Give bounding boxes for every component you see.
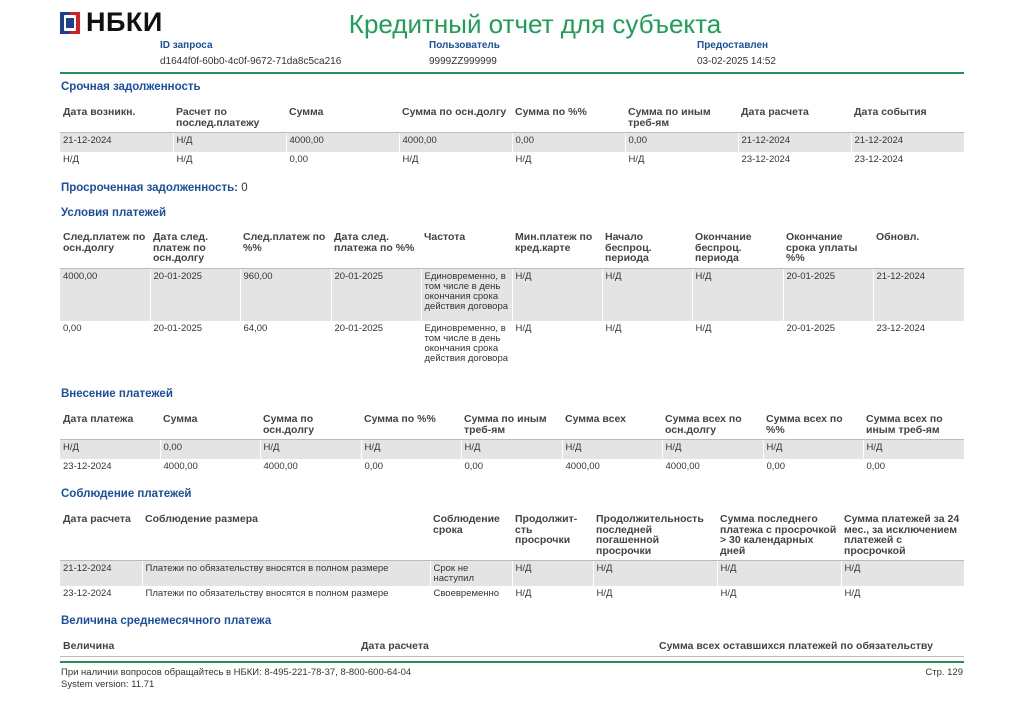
- table-header-row: [60, 511, 964, 561]
- header-divider: [60, 72, 964, 74]
- column-header: Величина: [60, 638, 358, 656]
- column-header: Сумма по иным треб-ям: [625, 104, 738, 133]
- table-cell: 23-12-2024: [63, 460, 112, 472]
- table-cell: 0,00: [625, 133, 738, 152]
- column-header: Дата след. платеж по осн.долгу: [150, 229, 240, 268]
- table-header-row: [60, 411, 964, 440]
- table-cell: 23-12-2024: [738, 152, 851, 171]
- table-cell: 4000,00: [260, 459, 361, 478]
- table-cell: Н/Д: [60, 440, 160, 459]
- column-header: Продолжит-сть просрочки: [512, 511, 593, 561]
- column-header: Сумма всех по иным треб-ям: [863, 411, 964, 440]
- table-cell: Единовременно, в том числе в день окончания срока действия договора: [421, 268, 512, 321]
- column-header: Сумма всех по осн.долгу: [662, 411, 763, 440]
- page-title: Кредитный отчет для субъекта: [348, 9, 722, 39]
- table-cell: Н/Д: [361, 440, 461, 459]
- column-header: Расчет по послед.платежу: [173, 104, 286, 133]
- table-cell: Н/Д: [602, 321, 692, 374]
- column-header: Мин.платеж по кред.карте: [512, 229, 602, 268]
- table-cell: Н/Д: [593, 586, 717, 605]
- table-cell: Н/Д: [692, 321, 783, 374]
- payment-terms-table: [60, 229, 964, 374]
- table-row: [60, 459, 964, 478]
- user-block: [429, 40, 500, 67]
- provided-value: 03-02-2025 14:52: [697, 56, 776, 67]
- table-header-row: [60, 104, 964, 133]
- footer-contact: При наличии вопросов обращайтесь в НБКИ: 8-495-221-78-37, 8-800-600-64-04: [61, 667, 412, 678]
- column-header: Сумма по %%: [361, 411, 461, 440]
- table-cell: Н/Д: [717, 561, 841, 586]
- table-cell: Н/Д: [593, 561, 717, 586]
- request-id-block: [160, 40, 341, 67]
- column-header: Сумма по %%: [512, 104, 625, 133]
- table-cell: 20-01-2025: [331, 321, 421, 374]
- overdue-debt-title: Просроченная задолженность:: [61, 182, 238, 194]
- column-header: Соблюдение срока: [430, 511, 512, 561]
- column-header: Дата расчета: [358, 638, 656, 656]
- table-cell: 960,00: [240, 268, 331, 321]
- table-cell: Платежи по обязательству вносятся в полном размере: [142, 586, 430, 605]
- table-cell: Н/Д: [562, 440, 662, 459]
- table-header-row: [60, 638, 964, 656]
- urgent-debt-table: [60, 104, 964, 171]
- table-cell: 23-12-2024: [63, 587, 112, 599]
- column-header: Окончание срока уплаты %%: [783, 229, 873, 268]
- page-number: Стр. 129: [925, 667, 963, 678]
- table-cell: 20-01-2025: [150, 268, 240, 321]
- table-cell: Н/Д: [625, 152, 738, 171]
- table-cell: 23-12-2024: [873, 321, 964, 374]
- avg-payment-table: [60, 638, 964, 657]
- table-cell: 4000,00: [399, 133, 512, 152]
- column-header: Дата расчета: [60, 511, 142, 561]
- table-cell: 4000,00: [160, 459, 260, 478]
- user-value: 9999ZZ999999: [429, 56, 497, 67]
- table-cell: Н/Д: [662, 440, 763, 459]
- table-cell: 4000,00: [662, 459, 763, 478]
- column-header: Сумма по осн.долгу: [260, 411, 361, 440]
- user-label: Пользователь: [429, 40, 500, 51]
- table-cell: Н/Д: [260, 440, 361, 459]
- footer-version: System version: 11.71: [61, 679, 155, 690]
- column-header: Дата расчета: [738, 104, 851, 133]
- column-header: Сумма всех оставшихся платежей по обязательству: [656, 638, 964, 656]
- column-header: Продолжительность последней погашенной просрочки: [593, 511, 717, 561]
- column-header: Сумма: [160, 411, 260, 440]
- table-cell: Н/Д: [399, 152, 512, 171]
- table-cell: Н/Д: [173, 133, 286, 152]
- table-cell: 4000,00: [562, 459, 662, 478]
- table-row: [60, 561, 964, 586]
- table-cell: 0,00: [361, 459, 461, 478]
- table-cell: 23-12-2024: [851, 152, 964, 171]
- column-header: Частота: [421, 229, 512, 268]
- table-cell: 21-12-2024: [60, 561, 142, 586]
- request-id-value: d1644f0f-60b0-4c0f-9672-71da8c5ca216: [160, 56, 342, 67]
- table-cell: 0,00: [461, 459, 562, 478]
- provided-label: Предоставлен: [697, 40, 769, 51]
- column-header: След.платеж по осн.долгу: [60, 229, 150, 268]
- table-cell: 4000,00: [60, 268, 150, 321]
- column-header: Сумма платежей за 24 мес., за исключением платежей с просрочкой: [841, 511, 964, 561]
- logo-text: НБКИ: [86, 7, 163, 37]
- request-id-label: ID запроса: [160, 40, 213, 51]
- table-cell: Н/Д: [863, 440, 964, 459]
- column-header: Сумма: [286, 104, 399, 133]
- table-cell: Н/Д: [173, 152, 286, 171]
- table-row: [60, 268, 964, 321]
- table-cell: Своевременно: [430, 586, 512, 605]
- table-cell: Срок не наступил: [430, 561, 512, 586]
- table-cell: 20-01-2025: [150, 321, 240, 374]
- table-cell: Единовременно, в том числе в день окончания срока действия договора: [421, 321, 512, 374]
- table-row: [60, 586, 964, 605]
- overdue-debt-line: [61, 182, 248, 194]
- table-cell: Н/Д: [512, 321, 602, 374]
- payments-made-title: Внесение платежей: [61, 388, 173, 400]
- table-cell: 0,00: [863, 459, 964, 478]
- table-row: [60, 321, 964, 374]
- column-header: Сумма по иным треб-ям: [461, 411, 562, 440]
- column-header: Обновл.: [873, 229, 964, 268]
- nbki-logo: [60, 7, 163, 38]
- table-row: [60, 440, 964, 459]
- avg-payment-title: Величина среднемесячного платежа: [61, 615, 272, 627]
- table-cell: Н/Д: [63, 153, 79, 165]
- table-cell: 64,00: [240, 321, 331, 374]
- table-cell: 20-01-2025: [783, 268, 873, 321]
- table-row: [60, 133, 964, 152]
- table-cell: 0,00: [286, 152, 399, 171]
- table-cell: 0,00: [63, 323, 82, 334]
- table-cell: Н/Д: [512, 586, 593, 605]
- table-cell: Н/Д: [717, 586, 841, 605]
- footer-divider: [60, 661, 964, 663]
- column-header: Начало беспроц. периода: [602, 229, 692, 268]
- table-cell: 4000,00: [286, 133, 399, 152]
- table-cell: Н/Д: [692, 268, 783, 321]
- table-cell: Н/Д: [512, 152, 625, 171]
- table-row: [60, 152, 964, 171]
- provided-block: [697, 40, 776, 67]
- table-cell: 21-12-2024: [738, 133, 851, 152]
- column-header: Окончание беспроц. периода: [692, 229, 783, 268]
- table-cell: Н/Д: [763, 440, 863, 459]
- column-header: Дата возникн.: [60, 104, 173, 133]
- column-header: След.платеж по %%: [240, 229, 331, 268]
- table-cell: 0,00: [512, 133, 625, 152]
- column-header: Дата события: [851, 104, 964, 133]
- payments-made-table: [60, 411, 964, 478]
- column-header: Сумма последнего платежа с просрочкой > 30 календарных дней: [717, 511, 841, 561]
- table-cell: 21-12-2024: [60, 133, 173, 152]
- overdue-debt-count: 0: [241, 182, 248, 194]
- payment-compliance-title: Соблюдение платежей: [61, 488, 192, 500]
- table-header-row: [60, 229, 964, 268]
- urgent-debt-title: Срочная задолженность: [61, 81, 201, 93]
- nbki-logo-icon: [60, 10, 80, 36]
- payment-compliance-table: [60, 511, 964, 605]
- table-cell: Н/Д: [602, 268, 692, 321]
- footer: [61, 667, 411, 691]
- column-header: Сумма по осн.долгу: [399, 104, 512, 133]
- table-cell: 21-12-2024: [851, 133, 964, 152]
- table-cell: Платежи по обязательству вносятся в полном размере: [142, 561, 430, 586]
- table-cell: Н/Д: [841, 586, 964, 605]
- column-header: Сумма всех: [562, 411, 662, 440]
- column-header: Дата платежа: [60, 411, 160, 440]
- table-cell: 21-12-2024: [873, 268, 964, 321]
- column-header: Сумма всех по %%: [763, 411, 863, 440]
- table-cell: 0,00: [763, 459, 863, 478]
- table-cell: Н/Д: [461, 440, 562, 459]
- table-cell: 0,00: [160, 440, 260, 459]
- column-header: Соблюдение размера: [142, 511, 430, 561]
- table-cell: 20-01-2025: [783, 321, 873, 374]
- table-cell: Н/Д: [512, 268, 602, 321]
- payment-terms-title: Условия платежей: [61, 207, 167, 219]
- table-cell: Н/Д: [512, 561, 593, 586]
- column-header: Дата след. платежа по %%: [331, 229, 421, 268]
- table-cell: Н/Д: [841, 561, 964, 586]
- table-cell: 20-01-2025: [331, 268, 421, 321]
